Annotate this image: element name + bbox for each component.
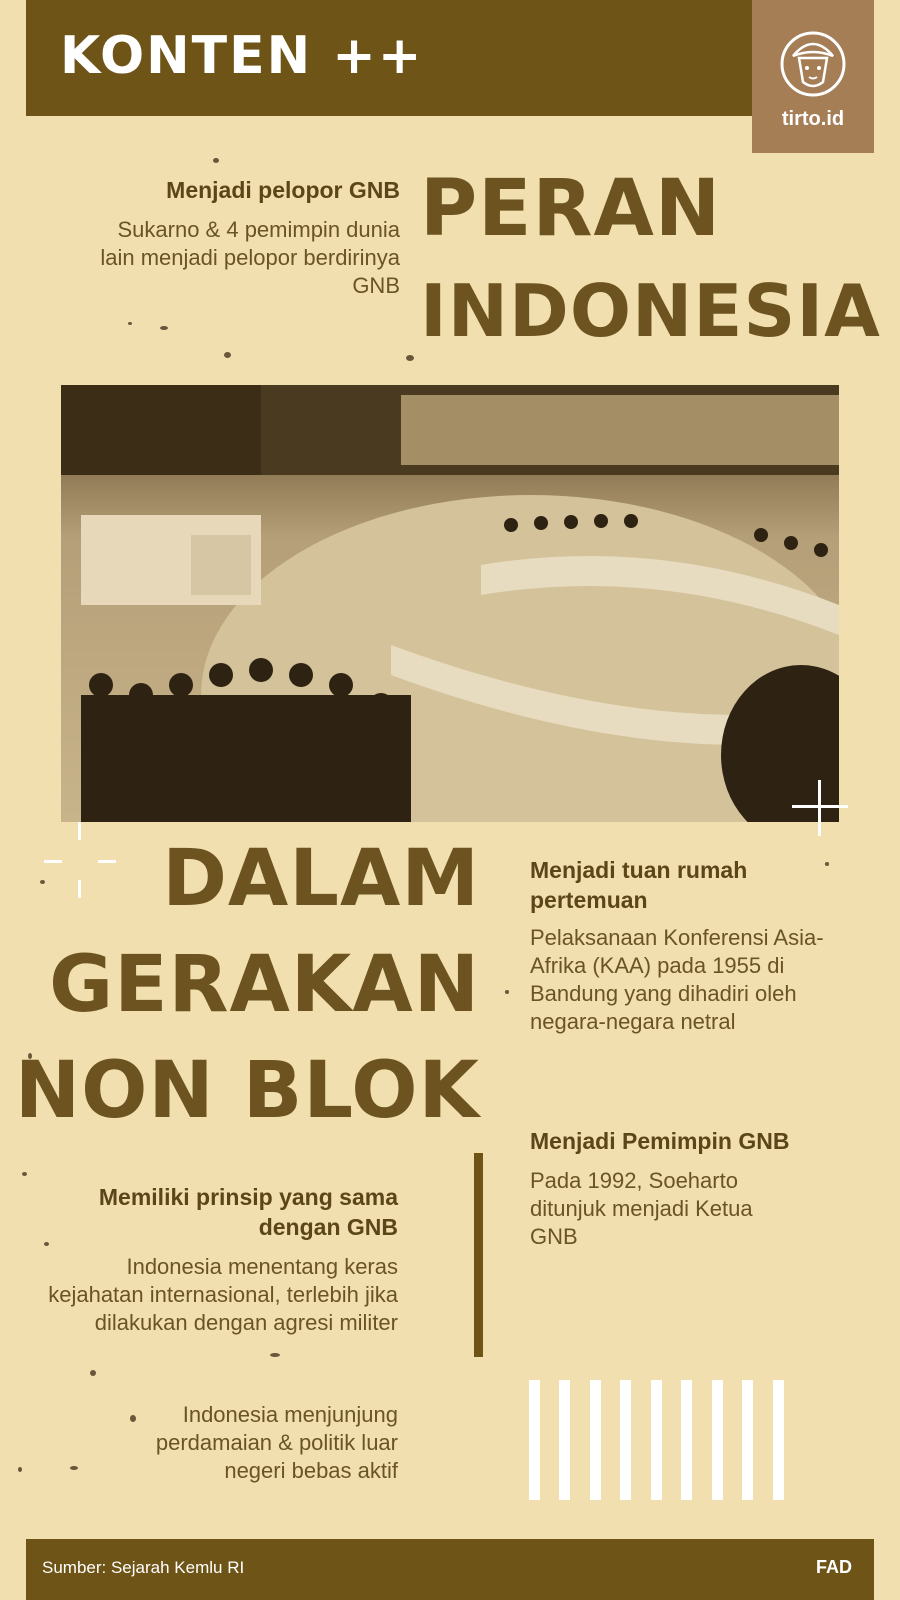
point-heading: Menjadi tuan rumah pertemuan — [530, 857, 748, 913]
conference-hall-photo — [61, 385, 839, 822]
plus-decoration — [818, 780, 821, 836]
point-body: Pelaksanaan Konferensi Asia-Afrika (KAA) pada 1955 di Bandung yang dihadiri oleh negara-negara netral — [530, 925, 824, 1034]
crosshair-decoration — [44, 860, 62, 863]
point-heading: Menjadi Pemimpin GNB — [530, 1128, 790, 1154]
title-word: GERAKAN — [49, 940, 480, 1030]
source-text: Sumber: Sejarah Kemlu RI — [42, 1558, 245, 1577]
logo-text: tirto.id — [781, 108, 845, 130]
point-body-2: Indonesia menjunjung perdamaian & politik luar negeri bebas aktif — [155, 1402, 398, 1483]
crosshair-decoration — [78, 880, 81, 898]
logo-box — [752, 0, 874, 153]
tirto-logo-icon — [779, 30, 847, 106]
title-word: NON BLOK — [14, 1046, 480, 1136]
title-word: INDONESIA — [420, 269, 881, 353]
crosshair-decoration — [78, 822, 81, 840]
point-body: Indonesia menentang keras kejahatan internasional, terlebih jika dilakukan dengan agresi militer — [48, 1254, 398, 1335]
header-bar — [26, 0, 752, 116]
point-heading: Memiliki prinsip yang sama dengan GNB — [98, 1184, 398, 1240]
point-heading: Menjadi pelopor GNB — [166, 177, 400, 203]
title-word: PERAN — [420, 164, 722, 254]
vertical-divider — [474, 1153, 483, 1357]
plus-decoration — [792, 805, 848, 808]
header-title: KONTEN ++ — [60, 26, 424, 86]
crosshair-decoration — [98, 860, 116, 863]
point-body: Pada 1992, Soeharto ditunjuk menjadi Ketua GNB — [530, 1168, 753, 1249]
credit-text: FAD — [816, 1557, 852, 1577]
footer-bar — [26, 1539, 874, 1600]
point-body: Sukarno & 4 pemimpin dunia lain menjadi pelopor berdirinya GNB — [100, 217, 400, 298]
title-word: DALAM — [162, 834, 480, 924]
